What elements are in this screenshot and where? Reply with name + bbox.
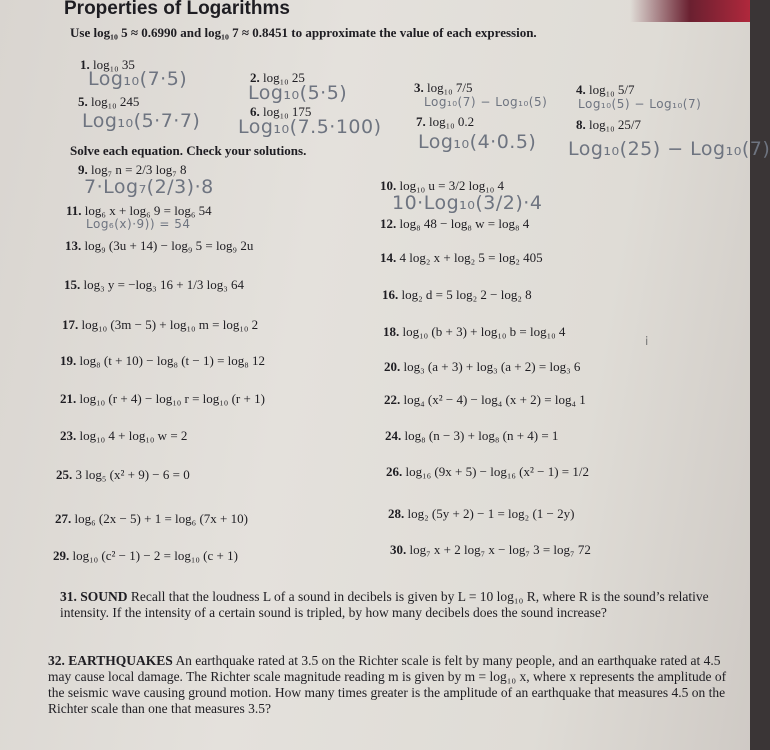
problem-27: 27. log₆ (2x − 5) + 1 = log₆ (7x + 10)	[55, 511, 248, 526]
page-title: Properties of Logarithms	[64, 0, 290, 19]
problem-20: 20. log₃ (a + 3) + log₃ (a + 2) = log₃ 6	[384, 359, 581, 374]
handwritten-answer-1: Log₁₀(7·5)	[88, 68, 188, 90]
handwritten-answer-10: 10·Log₁₀(3/2)·4	[392, 192, 543, 214]
problem-4: 4. log₁₀ 5/7	[576, 82, 635, 97]
handwritten-answer-5: Log₁₀(5·7·7)	[82, 110, 201, 132]
problem-10: 10. log₁₀ u = 3/2 log₁₀ 4	[380, 178, 505, 193]
problem-24: 24. log₈ (n − 3) + log₈ (n + 4) = 1	[385, 428, 559, 443]
problem-31: 31. SOUND Recall that the loudness L of a sound in decibels is given by L = 10 log₁₀ R, where R is the sound’s relative intensity. If the intensity of a certain sound is tripled, by how many decibels does the sound increase?	[60, 589, 709, 620]
handwritten-answer-11: Log₆(x)·9)) = 54	[86, 217, 191, 231]
pencil-mark: ⅰ	[645, 334, 649, 348]
problem-5: 5. log₁₀ 245	[78, 94, 140, 109]
problem-23: 23. log₁₀ 4 + log₁₀ w = 2	[60, 428, 188, 443]
handwritten-answer-7: Log₁₀(4·0.5)	[418, 131, 537, 153]
problem-14: 14. 4 log₂ x + log₂ 5 = log₂ 405	[380, 250, 543, 265]
problem-7: 7. log₁₀ 0.2	[416, 114, 475, 129]
problem-18: 18. log₁₀ (b + 3) + log₁₀ b = log₁₀ 4	[383, 324, 566, 339]
problem-30: 30. log₇ x + 2 log₇ x − log₇ 3 = log₇ 72	[390, 542, 591, 557]
problem-26: 26. log₁₆ (9x + 5) − log₁₆ (x² − 1) = 1/2	[386, 464, 590, 479]
handwritten-answer-9: 7·Log₇(2/3)·8	[84, 176, 214, 198]
problem-25: 25. 3 log₅ (x² + 9) − 6 = 0	[56, 467, 190, 482]
problem-1: 1. log₁₀ 35	[80, 57, 135, 72]
problem-12: 12. log₈ 48 − log₈ w = log₈ 4	[380, 216, 530, 231]
handwritten-answer-4: Log₁₀(5) − Log₁₀(7)	[578, 97, 702, 111]
problem-8: 8. log₁₀ 25/7	[576, 117, 642, 132]
instruction-approximate: Use log₁₀ 5 ≈ 0.6990 and log₁₀ 7 ≈ 0.8451 to approximate the value of each expression.	[70, 25, 537, 40]
problem-2: 2. log₁₀ 25	[250, 70, 305, 85]
problem-32: 32. EARTHQUAKES An earthquake rated at 3.5 on the Richter scale is felt by many people, and an earthquake rated at 4.5 may cause local damage. The Richter scale magnitude reading m is given by m = log₁₀ x, where x represents the amplitude of the seismic wave causing ground motion. How many times greater is the amplitude of an earthquake that measures 4.5 on the Richter scale than one that measures 3.5?	[48, 653, 727, 716]
problem-11: 11. log₆ x + log₆ 9 = log₆ 54	[66, 203, 212, 218]
handwritten-answer-3: Log₁₀(7) − Log₁₀(5)	[424, 95, 548, 109]
problem-28: 28. log₂ (5y + 2) − 1 = log₂ (1 − 2y)	[388, 506, 575, 521]
problem-3: 3. log₁₀ 7/5	[414, 80, 473, 95]
problem-22: 22. log₄ (x² − 4) − log₄ (x + 2) = log₄ 1	[384, 392, 586, 407]
problem-13: 13. log₉ (3u + 14) − log₉ 5 = log₉ 2u	[65, 238, 254, 253]
handwritten-answer-6: Log₁₀(7.5·100)	[238, 116, 382, 138]
handwritten-answer-8: Log₁₀(25) − Log₁₀(7)	[568, 138, 770, 160]
problem-6: 6. log₁₀ 175	[250, 104, 312, 119]
problem-19: 19. log₈ (t + 10) − log₈ (t − 1) = log₈ 12	[60, 353, 266, 368]
problem-16: 16. log₂ d = 5 log₂ 2 − log₂ 8	[382, 287, 532, 302]
problem-15: 15. log₃ y = −log₃ 16 + 1/3 log₃ 64	[64, 277, 245, 292]
problem-21: 21. log₁₀ (r + 4) − log₁₀ r = log₁₀ (r + 1)	[60, 391, 265, 406]
problem-9: 9. log₇ n = 2/3 log₇ 8	[78, 162, 187, 177]
handwritten-answer-2: Log₁₀(5·5)	[248, 82, 348, 104]
problem-29: 29. log₁₀ (c² − 1) − 2 = log₁₀ (c + 1)	[53, 548, 238, 563]
background-corner	[630, 0, 750, 22]
problem-17: 17. log₁₀ (3m − 5) + log₁₀ m = log₁₀ 2	[62, 317, 259, 332]
instruction-solve: Solve each equation. Check your solutions.	[70, 143, 307, 158]
